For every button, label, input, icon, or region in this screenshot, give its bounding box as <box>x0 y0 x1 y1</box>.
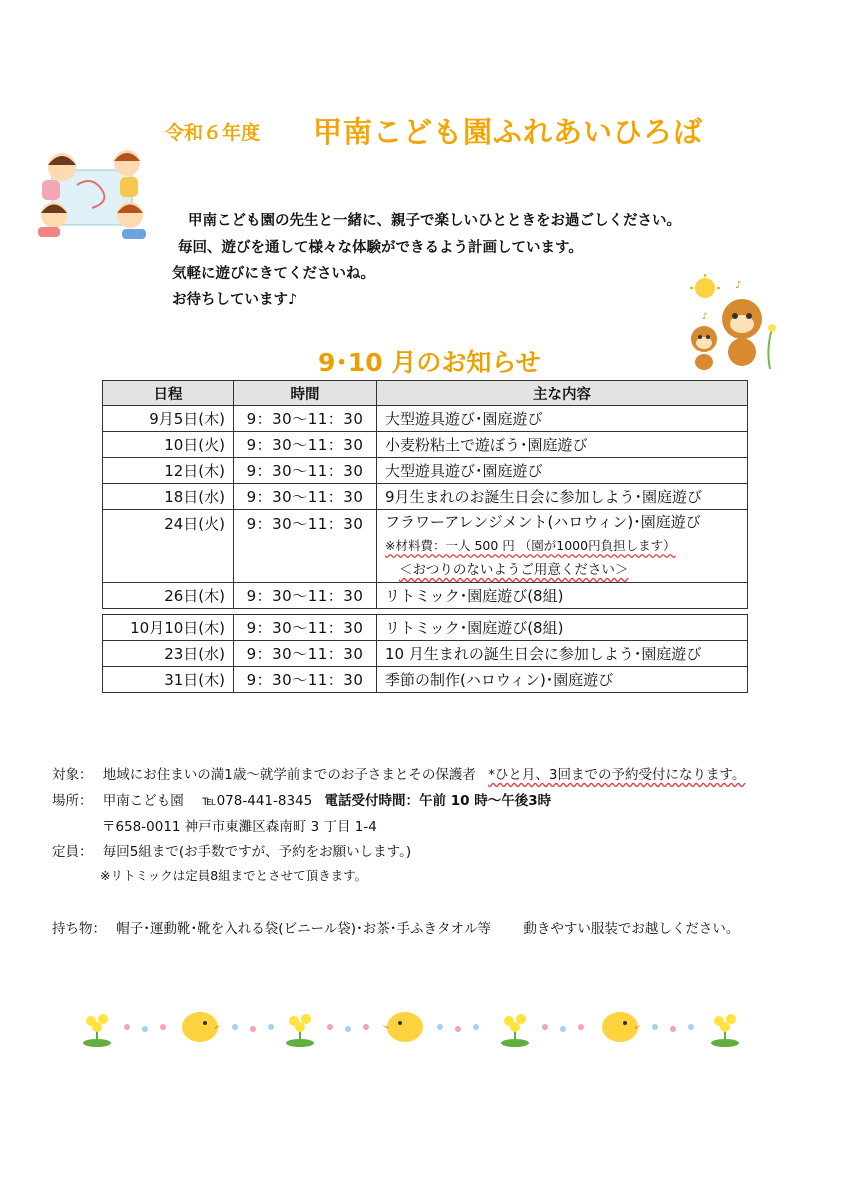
row-content-multiline <box>377 510 748 583</box>
table-header-row <box>103 381 748 406</box>
row-content: 小麦粉粘土で遊ぼう･園庭遊び <box>377 432 748 458</box>
row-time: 9：30〜11：30 <box>234 510 377 583</box>
items-note: 動きやすい服装でお越しください。 <box>523 921 740 937</box>
table-row <box>103 641 748 667</box>
items-label: 持ち物： <box>52 921 106 937</box>
table-row <box>103 484 748 510</box>
phone-hours: 電話受付時間：午前 10 時〜午後3時 <box>324 793 552 809</box>
table-row <box>103 667 748 693</box>
row-content: 大型遊具遊び･園庭遊び <box>377 406 748 432</box>
place-name: 甲南こども園 <box>102 793 184 809</box>
row-date: 23日(水) <box>103 641 234 667</box>
row-time: 9：30〜11：30 <box>234 406 377 432</box>
page-title: 甲南こども園ふれあいひろば <box>313 115 704 149</box>
flower-icon <box>83 1014 111 1047</box>
exact-change-note: ＜おつりのないようご用意ください＞ <box>399 562 629 578</box>
table-row <box>103 432 748 458</box>
table-row <box>103 406 748 432</box>
svg-text:♪: ♪ <box>735 280 742 291</box>
row-content: 10 月生まれの誕生日会に参加しよう･園庭遊び <box>377 641 748 667</box>
row-date: 9月5日(木) <box>103 406 234 432</box>
items-line <box>52 917 739 937</box>
table-row <box>103 615 748 641</box>
svg-text:♪: ♪ <box>702 312 708 322</box>
notice-title: 9･10 月のお知らせ <box>318 348 541 377</box>
row-content: 大型遊具遊び･園庭遊び <box>377 458 748 484</box>
address: 〒658-0011 神戸市東灘区森南町 3 丁目 1-4 <box>102 819 377 835</box>
header-time: 時間 <box>234 381 377 406</box>
chick-icon <box>382 1012 423 1042</box>
intro-line-3: 気軽に遊びにきてくださいね。 <box>172 266 375 282</box>
place-line <box>52 789 551 809</box>
row-content: 9月生まれのお誕生日会に参加しよう･園庭遊び <box>377 484 748 510</box>
row-time: 9：30〜11：30 <box>234 458 377 484</box>
table-row <box>103 510 748 583</box>
row-time: 9：30〜11：30 <box>234 432 377 458</box>
target-line <box>52 763 745 783</box>
row-time: 9：30〜11：30 <box>234 641 377 667</box>
row-time: 9：30〜11：30 <box>234 615 377 641</box>
title-year: 令和６年度 <box>165 122 261 144</box>
capacity-note: ※リトミックは定員8組までとさせて頂きます。 <box>100 868 368 883</box>
place-label: 場所： <box>52 793 93 809</box>
row-date: 24日(火) <box>103 510 234 583</box>
tanuki-sun-illustration <box>680 274 780 374</box>
flower-icon <box>286 1014 314 1047</box>
capacity-text: 毎回5組まで(お手数ですが、予約をお願いします。) <box>102 844 412 860</box>
target-note: *ひと月、3回までの予約受付になります。 <box>488 767 746 783</box>
row-date: 12日(木) <box>103 458 234 484</box>
row-content: 季節の制作(ハロウィン)･園庭遊び <box>377 667 748 693</box>
kids-drawing-illustration <box>32 145 152 240</box>
flower-icon <box>501 1014 529 1047</box>
header-date: 日程 <box>103 381 234 406</box>
table-row <box>103 458 748 484</box>
capacity-label: 定員： <box>52 844 93 860</box>
intro-line-2: 毎回、遊びを通して様々な体験ができるよう計画しています。 <box>178 240 583 256</box>
row-content: フラワーアレンジメント(ハロウィン)･園庭遊び <box>385 513 701 531</box>
header-content: 主な内容 <box>377 381 748 406</box>
flower-chick-border <box>75 1005 765 1050</box>
place-tel: ℡078-441-8345 <box>202 793 313 809</box>
material-fee-note: ※材料費：一人 500 円 （園が1000円負担します） <box>385 538 676 553</box>
schedule-table <box>102 380 748 693</box>
row-time: 9：30〜11：30 <box>234 583 377 609</box>
row-date: 18日(水) <box>103 484 234 510</box>
items-text: 帽子･運動靴･靴を入れる袋(ビニール袋)･お茶･手ふきタオル等 <box>116 921 492 937</box>
target-label: 対象： <box>52 767 93 783</box>
row-date: 10月10日(木) <box>103 615 234 641</box>
row-content: リトミック･園庭遊び(8組) <box>377 615 748 641</box>
intro-line-1: 甲南こども園の先生と一緒に、親子で楽しいひとときをお過ごしください。 <box>188 213 681 229</box>
row-date: 31日(木) <box>103 667 234 693</box>
chick-icon <box>182 1012 221 1042</box>
table-row <box>103 583 748 609</box>
row-time: 9：30〜11：30 <box>234 667 377 693</box>
row-time: 9：30〜11：30 <box>234 484 377 510</box>
flower-icon <box>711 1014 739 1047</box>
intro-line-4: お待ちしています♪ <box>172 292 298 308</box>
row-date: 26日(木) <box>103 583 234 609</box>
row-content: リトミック･園庭遊び(8組) <box>377 583 748 609</box>
row-date: 10日(火) <box>103 432 234 458</box>
target-text: 地域にお住まいの満1歳〜就学前までのお子さまとその保護者 <box>102 767 476 783</box>
capacity-line <box>52 840 411 860</box>
chick-icon <box>602 1012 641 1042</box>
